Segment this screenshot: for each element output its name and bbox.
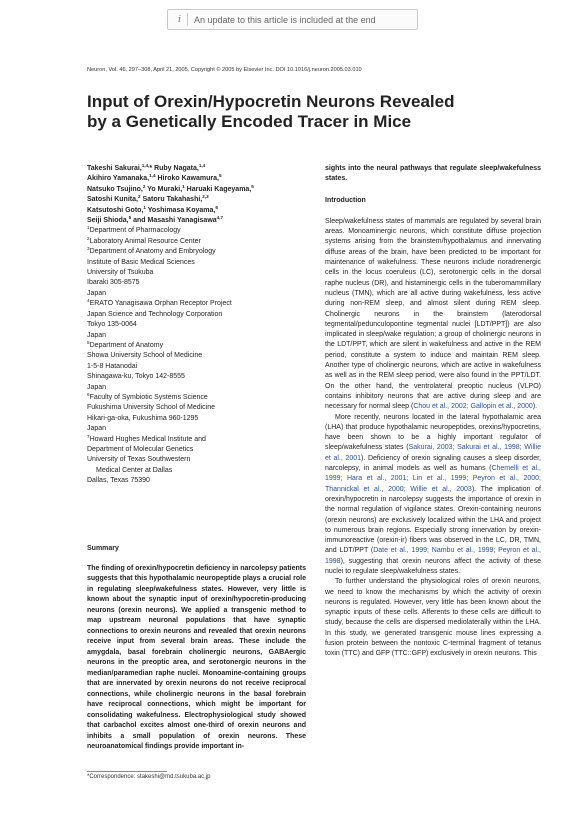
affiliation-text: Fukushima University School of Medicine — [87, 404, 215, 412]
author-name: Seiji Shioda, — [87, 217, 129, 225]
left-column — [87, 164, 306, 753]
affiliation-text: Japan — [87, 383, 107, 391]
affiliation-line — [87, 341, 306, 351]
affiliation-line — [87, 445, 306, 455]
info-icon: i — [172, 13, 188, 26]
author-affiliation-marker: 5 — [251, 184, 254, 190]
affiliation-line — [87, 351, 306, 361]
author-name: Hiroko Kawamura, — [157, 175, 219, 183]
affiliation-marker: 4 — [87, 298, 90, 304]
affiliation-line — [87, 289, 306, 299]
paragraph-text: ), suggesting that orexin neurons affect the activity of these nuclei to regulate sleep/wakefulness states. — [325, 557, 541, 575]
author-affiliation-marker: 1,4 — [198, 163, 206, 169]
author-affiliation-marker: 2,3 — [202, 194, 209, 200]
author-name: and Masashi Yanagisawa — [133, 217, 217, 225]
journal-citation: Neuron, Vol. 46, 297–308, April 21, 2005, Copyright © 2005 by Elsevier Inc. DOI 10.1016/j.neuron.2005.03.010 — [87, 67, 362, 73]
article-title — [87, 92, 527, 132]
right-column — [325, 164, 541, 660]
affiliation-text: Japan — [87, 289, 107, 297]
affiliation-line — [87, 476, 306, 486]
affiliation-text: Institute of Basic Medical Sciences — [87, 258, 195, 266]
intro-paragraph-2 — [325, 413, 541, 578]
paragraph-text: Sleep/wakefulness states of mammals are regulated by several brain areas. Monoaminergic neurons, which constitute diffuse projection systems arising from the brainstem/hypothalamus and innervating diffuse areas of the brain, have been predicted to be important for maintenance of wakefulness. These neurons include noradrenergic cells in the locus coeruleus (LC), serotonergic cells in the dorsal raphe nucleus (DR), and histaminergic cells in the tuberomammillary nucleus (TMN), which are all active during wakefulness, less active during non-REM sleep, and almost silent during REM sleep. Cholinergic neurons in the brainstem (laterodorsal tegmental/pedunculopontine tegmental nuclei [LDT/PPT]) are also implicated in sleep/wake regulation; a group of cholinergic neurons in the LDT/PPT, which are silent in wakefulness and active in the REM period, constitute a system to induce and maintain REM sleep. Another type of cholinergic neurons, which are active in wakefulness as well as in the REM sleep period, were also found in the PPT/LDT. On the other hand, the ventrolateral preoptic nucleus (VLPO) contains inhibitory neurons that are active during sleep and are necessary for normal sleep ( — [325, 217, 541, 411]
author-affiliation-marker: 6 — [215, 204, 218, 210]
affiliation-text: Howard Hughes Medical Institute and — [89, 435, 206, 443]
update-banner[interactable] — [167, 9, 418, 30]
title-line-2: by a Genetically Encoded Tracer in Mice — [87, 112, 412, 131]
affiliation-text: ERATO Yanagisawa Orphan Receptor Project — [89, 300, 232, 308]
affiliation-marker: 3 — [87, 246, 90, 252]
affiliation-marker: 1 — [87, 225, 90, 231]
author-affiliation-marker: 1 — [143, 204, 146, 210]
affiliation-line — [87, 237, 306, 247]
author-list — [87, 164, 306, 226]
author-name: Satoru Takahashi, — [142, 196, 203, 204]
affiliation-text: Japan Science and Technology Corporation — [87, 310, 223, 318]
citation-link[interactable]: Chou et al., 2002; Gallopin et al., 2000 — [413, 403, 533, 411]
affiliation-text: Tokyo 135-0064 — [87, 321, 137, 329]
author-name: Yoshimasa Koyama, — [147, 206, 216, 214]
affiliation-line — [87, 299, 306, 309]
affiliation-line — [87, 383, 306, 393]
citation-link[interactable]: Chemelli et al., 1999; Hara et al., 2001; Lin et al., 1999; Peyron et al., 2000; Thannickal et al., 2000; Willie et al., 2003 — [325, 465, 541, 493]
author-affiliation-marker: 2 — [142, 184, 146, 190]
affiliation-text: 1-5-8 Hatanodai — [87, 362, 138, 370]
affiliation-line — [87, 320, 306, 330]
author-name: Natsuko Tsujino, — [87, 185, 143, 193]
affiliation-line — [87, 247, 306, 257]
affiliation-text: Department of Pharmacology — [89, 227, 181, 235]
paragraph-text: ). The implication of orexin/hypocretin in narcolepsy suggests the importance of orexin in the normal regulation of vigilance states. Orexin-containing neurons (orexin neurons) are exclusively localized within the LHA and project to numerous brain regions. Especially strong innervation by orexin-immunoreactive (orexin-ir) fibers was observed in the LC, DR, TMN, and LDT/PPT ( — [325, 485, 541, 555]
affiliation-marker: 2 — [87, 236, 90, 242]
affiliation-marker: 5 — [87, 340, 90, 346]
paragraph-text: ). — [532, 403, 538, 411]
affiliation-line — [87, 362, 306, 372]
author-name: Ruby Nagata, — [154, 165, 199, 172]
footnote-divider — [87, 771, 167, 772]
affiliation-text: Japan — [87, 425, 107, 433]
title-line-1: Input of Orexin/Hypocretin Neurons Revealed — [87, 92, 455, 111]
affiliation-line — [87, 414, 306, 424]
paragraph-text: More recently, neurons located in the lateral hypothalamic area (LHA) that produce hypothalamic neuropeptides, orexins/hypocretins, have been shown to be a highly important regulator of sleep/wakefulness states ( — [325, 413, 541, 452]
affiliation-line — [87, 455, 306, 465]
affiliation-line — [87, 268, 306, 278]
affiliation-marker: 6 — [87, 392, 90, 398]
affiliation-text: Dallas, Texas 75390 — [87, 477, 150, 485]
affiliation-text: Department of Molecular Genetics — [87, 445, 194, 453]
summary-text: The finding of orexin/hypocretin deficiency in narcolepsy patients suggests that this hypothalamic neuropeptide plays a crucial role in regulating sleep/wakefulness states. However, very little is known about the synaptic input of orexin/hypocretin-producing neurons (orexin neurons). We applied a transgenic method to map upstream neuronal populations that have synaptic connections to orexin neurons and revealed that orexin neurons receive input from several brain areas. These include the amygdala, basal forebrain cholinergic neurons, GABAergic neurons in the preoptic area, and serotonergic neurons in the median/paramedian raphe nuclei. Monoamine-containing groups that are innervated by orexin neurons do not receive reciprocal connections, while cholinergic neurons in the basal forebrain have reciprocal connections, which might be important for consolidating wakefulness. Electrophysiological study showed that carbachol excites almost one-third of orexin neurons and inhibits a small population of orexin neurons. These neuroanatomical findings provide important in- — [87, 564, 306, 751]
author-affiliation-marker: 1,4 — [149, 173, 156, 179]
affiliation-text: Department of Anatomy and Embryology — [89, 248, 216, 256]
affiliation-line — [87, 403, 306, 413]
affiliation-text: Hikari-ga-oka, Fukushima 960-1295 — [87, 414, 199, 422]
summary-continuation: sights into the neural pathways that regulate sleep/wakefulness states. — [325, 165, 541, 183]
introduction-body — [325, 217, 541, 660]
author-affiliation-marker: 1 — [182, 184, 185, 190]
citation-link[interactable]: Date et al., 1999; Nambu et al., 1999; Peyron et al., 1998 — [325, 547, 542, 565]
correspondence-footnote: *Correspondence: stakeshi@md.tsukuba.ac.jp — [87, 774, 211, 780]
author-affiliation-marker: 2 — [137, 194, 141, 200]
affiliation-text: Showa University School of Medicine — [87, 352, 203, 360]
affiliation-text: Ibaraki 305-8575 — [87, 279, 140, 287]
paragraph-text: ). Deficiency of orexin signaling causes a sleep disorder, narcolepsy, in animal models as well as humans ( — [325, 454, 541, 473]
affiliation-text: University of Texas Southwestern — [87, 456, 191, 464]
affiliation-line — [87, 310, 306, 320]
affiliation-line — [87, 331, 306, 341]
citation-link[interactable]: Sakurai, 2003; Sakurai et al., 1998; Willie et al., 2001 — [325, 444, 541, 462]
affiliation-text: Shinagawa-ku, Tokyo 142-8555 — [87, 373, 185, 381]
affiliation-line — [87, 435, 306, 445]
paragraph-text: To further understand the physiological roles of orexin neurons, we need to know the mechanisms by which the activity of orexin neurons is regulated. However, very little has been known about the synaptic inputs of these cells. Afferents to these cells are difficult to study, because the cells are dispersed mediolaterally within the LHA. In this study, we generated transgenic mouse lines expressing a fusion protein between the nontoxic C-terminal fragment of tetanus toxin (TTC) and GFP (TTC::GFP) exclusively in orexin neurons. This — [325, 578, 541, 658]
affiliation-line — [87, 393, 306, 403]
author-name: Takeshi Sakurai, — [87, 165, 142, 172]
author-name: Katsutoshi Goto, — [87, 206, 144, 214]
affiliation-line — [87, 226, 306, 236]
author-affiliation-marker: 4,7 — [216, 215, 224, 221]
affiliation-line — [87, 466, 306, 476]
author-name: Haruaki Kageyama, — [186, 185, 252, 193]
affiliation-line — [87, 258, 306, 268]
introduction-heading: Introduction — [325, 196, 366, 204]
intro-paragraph-1 — [325, 217, 541, 413]
affiliation-text: Laboratory Animal Resource Center — [89, 237, 201, 245]
author-name: Yo Muraki, — [147, 185, 183, 193]
author-affiliation-marker: 5 — [128, 215, 132, 221]
affiliation-text: Faculty of Symbiotic Systems Science — [89, 393, 208, 401]
affiliation-marker: 7 — [87, 433, 90, 439]
affiliation-text: Medical Center at Dallas — [96, 466, 173, 474]
affiliation-line — [87, 372, 306, 382]
affiliation-line — [87, 424, 306, 434]
intro-paragraph-3 — [325, 577, 541, 659]
author-name: Akihiro Yamanaka, — [87, 175, 150, 183]
affiliation-text: Japan — [87, 331, 107, 339]
summary-heading: Summary — [87, 544, 119, 552]
author-name: Satoshi Kunita, — [87, 196, 138, 204]
affiliation-text: Department of Anatomy — [89, 341, 164, 349]
author-separator: * — [149, 165, 155, 172]
affiliation-line — [87, 278, 306, 288]
affiliation-text: University of Tsukuba — [87, 269, 154, 277]
affiliation-list — [87, 226, 306, 486]
author-affiliation-marker: 5 — [218, 173, 222, 179]
author-affiliation-marker: 1,4, — [141, 163, 150, 169]
update-banner-text: An update to this article is included at the end — [194, 14, 376, 25]
